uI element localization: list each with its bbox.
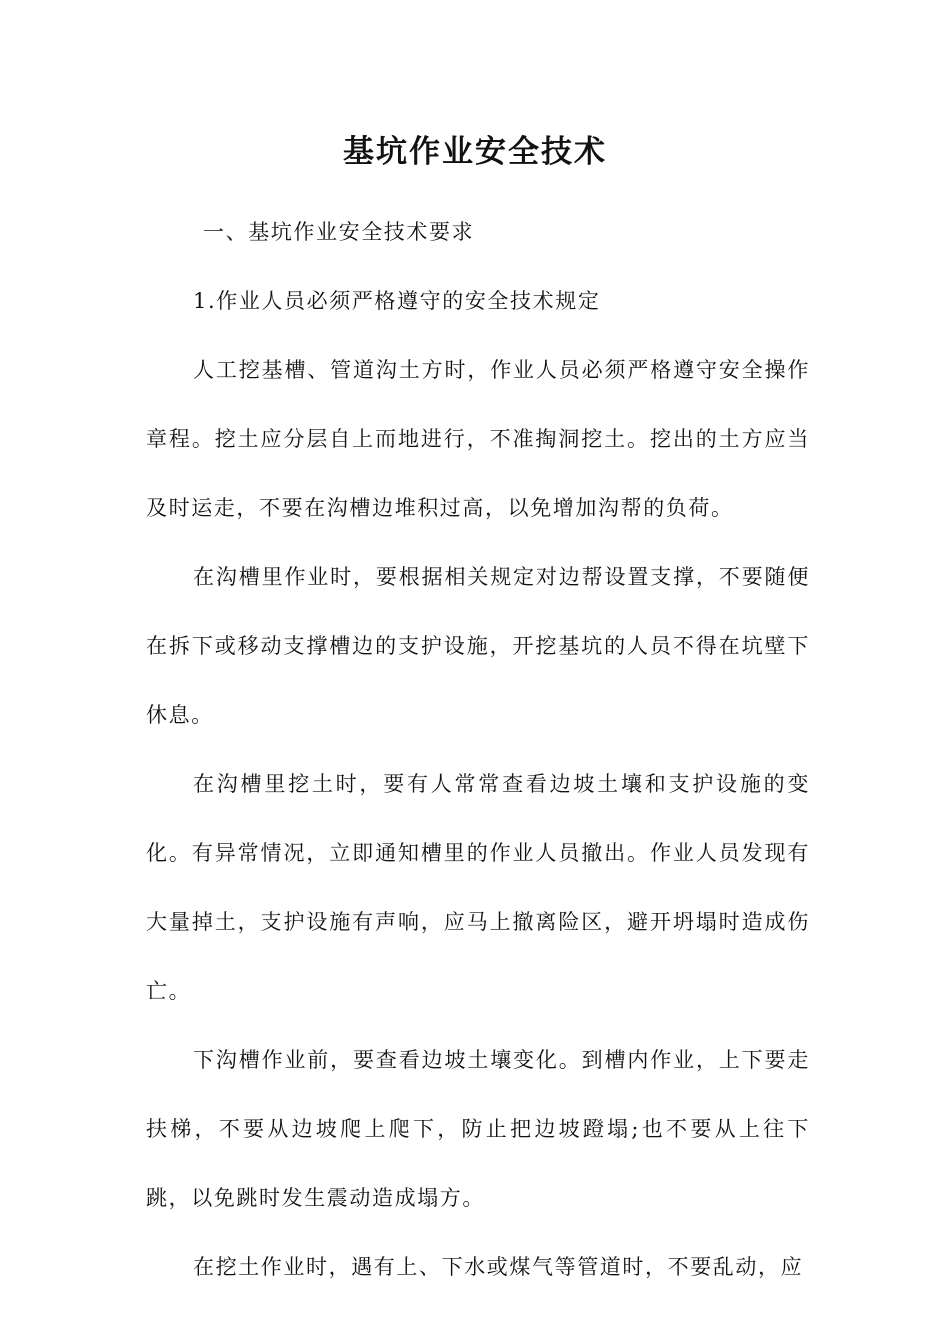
section-heading: 一、基坑作业安全技术要求 xyxy=(203,220,475,244)
paragraph-trench-access: 下沟槽作业前，要查看边坡土壤变化。到槽内作业，上下要走扶梯，不要从边坡爬上爬下，防止把边坡蹬塌;也不要从上往下跳，以免跳时发生震动造成塌方。 xyxy=(146,1048,810,1210)
subsection-heading: 1.作业人员必须严格遵守的安全技术规定 xyxy=(193,289,601,313)
document-body xyxy=(146,198,810,1302)
paragraph-support-bracing: 在沟槽里作业时，要根据相关规定对边帮设置支撑，不要随便在拆下或移动支撑槽边的支护设施，开挖基坑的人员不得在坑壁下休息。 xyxy=(146,565,810,727)
paragraph-pipeline-caution: 在挖土作业时，遇有上、下水或煤气等管道时，不要乱动，应 xyxy=(193,1255,804,1279)
document-title: 基坑作业安全技术 xyxy=(343,134,607,170)
paragraph-slope-monitoring: 在沟槽里挖土时，要有人常常查看边坡土壤和支护设施的变化。有异常情况，立即通知槽里的作业人员撤出。作业人员发现有大量掉土，支护设施有声响，应马上撤离险区，避开坍塌时造成伤亡。 xyxy=(146,772,810,1003)
paragraph-excavation-rules: 人工挖基槽、管道沟土方时，作业人员必须严格遵守安全操作章程。挖土应分层自上而地进行，不准掏洞挖土。挖出的土方应当及时运走，不要在沟槽边堆积过高，以免增加沟帮的负荷。 xyxy=(146,358,810,520)
